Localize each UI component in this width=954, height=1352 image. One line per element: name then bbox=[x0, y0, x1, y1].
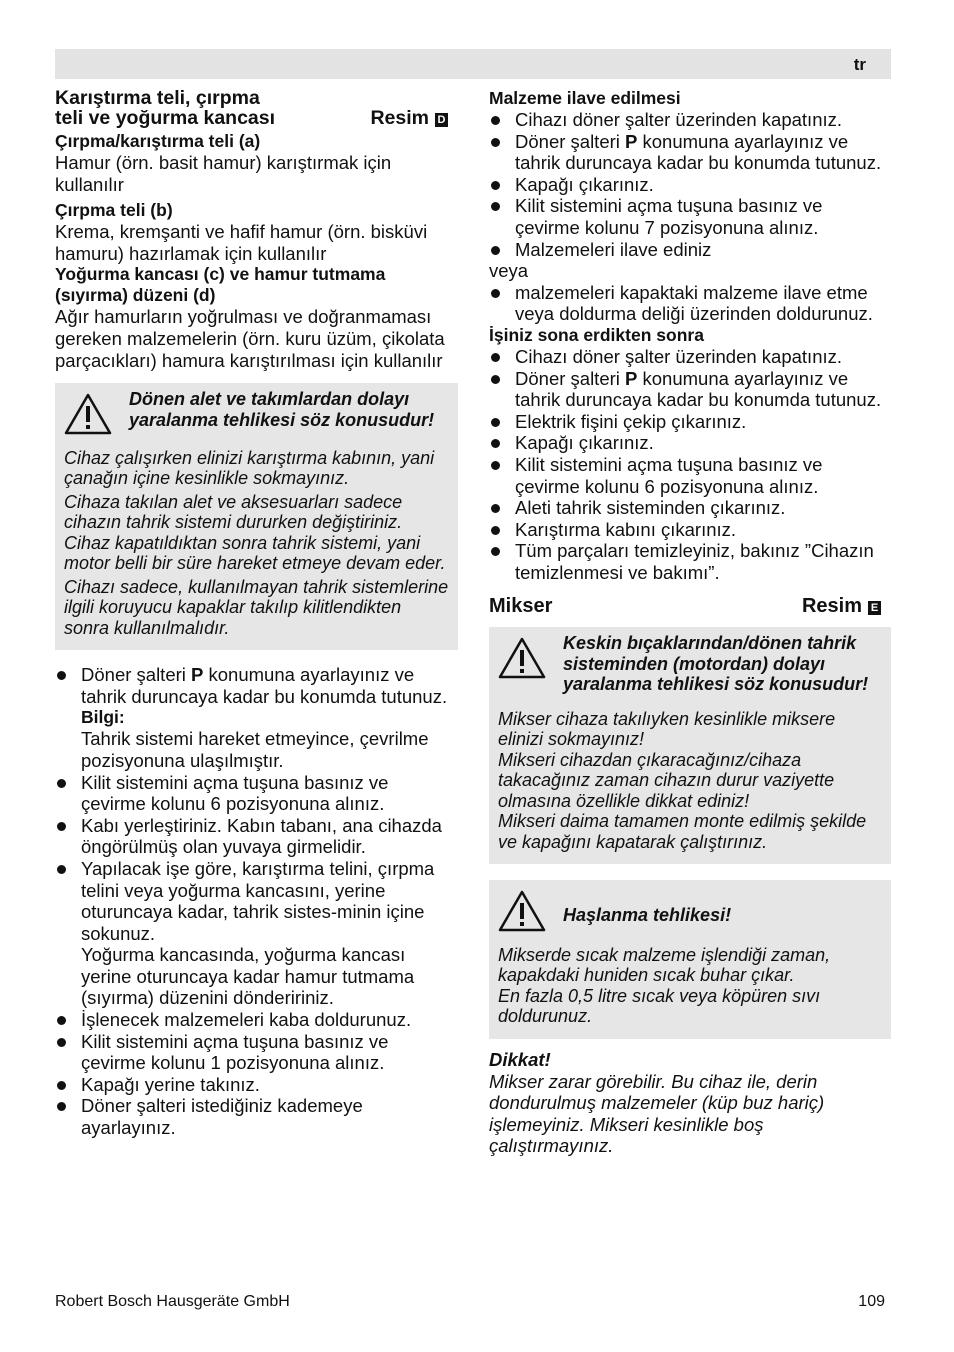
page-number: 109 bbox=[858, 1293, 885, 1310]
list-item: Elektrik fişini çekip çıkarınız. bbox=[489, 411, 891, 433]
list-item: Kabı yerleştiriniz. Kabın tabanı, ana cihazda öngörülmüş olan yuvaya girmelidir. bbox=[55, 815, 458, 858]
list-item: Kapağı çıkarınız. bbox=[489, 174, 891, 196]
list-item: Kapağı yerine takınız. bbox=[55, 1074, 458, 1096]
list-item: Yapılacak işe göre, karıştırma telini, çırpma telini veya yoğurma kancasını, yerine oturuncaya kadar, tahrik sistes-minin içine sokunuz. Yoğurma kancasında, yoğurma kancası yerine oturuncaya kadar hamur tutmama (sıyırma) düzenini döndeririniz. bbox=[55, 858, 458, 1009]
warning-text-4: Cihazı sadece, kullanılmayan tahrik sistemlerine ilgili koruyucu kapaklar takılıp kilitlendikten sonra kullanılmalıdır. bbox=[64, 576, 449, 638]
list-item: Kilit sistemini açma tuşuna basınız ve çevirme kolunu 6 pozisyonuna alınız. bbox=[55, 772, 458, 815]
warning-text-3: Mikseri daima tamamen monte edilmiş şekilde ve kapağını kapatarak çalıştırınız. bbox=[498, 811, 867, 852]
figure-label: Resim bbox=[801, 595, 862, 618]
list-item: Aleti tahrik sisteminden çıkarınız. bbox=[489, 497, 891, 519]
warning-text-3: Cihaz kapatıldıktan sonra tahrik sistemi, yani motor belli bir süre hareket etmeye devam eder. bbox=[64, 532, 446, 574]
list-item: Kilit sistemini açma tuşuna basınız ve çevirme kolunu 6 pozisyonuna alınız. bbox=[489, 454, 891, 497]
figure-label: Resim bbox=[370, 107, 429, 129]
warning-text-2: Mikseri cihazdan çıkaracağınız/cihaza takacağınız zaman cihazın durur vaziyette olmasına özellikle dikkat ediniz! bbox=[498, 749, 835, 811]
list-item: Kapağı çıkarınız. bbox=[489, 432, 891, 454]
info-heading: Bilgi: bbox=[81, 707, 125, 728]
warning-triangle-icon bbox=[498, 886, 553, 937]
header-bar bbox=[55, 49, 891, 79]
list-item: Cihazı döner şalter üzerinden kapatınız. bbox=[489, 346, 891, 368]
list-item: Döner şalteri istediğiniz kademeye ayarlayınız. bbox=[55, 1095, 458, 1138]
language-code: tr bbox=[853, 55, 866, 74]
warning-triangle-icon bbox=[498, 633, 553, 684]
warning-text-1: Mikser cihaza takılıyken kesinlikle miksere elinizi sokmayınız! bbox=[498, 708, 836, 750]
subheading-adding-ingredients: Malzeme ilave edilmesi bbox=[489, 88, 681, 108]
list-item: Karıştırma kabını çıkarınız. bbox=[489, 519, 891, 541]
text-whisk-a: Hamur (örn. basit hamur) karıştırmak için kullanılır bbox=[55, 152, 392, 195]
list-item: malzemeleri kapaktaki malzeme ilave etme veya doldurma deliği üzerinden doldurunuz. bbox=[489, 282, 891, 325]
list-item: Kilit sistemini açma tuşuna basınız ve çevirme kolunu 7 pozisyonuna alınız. bbox=[489, 195, 891, 238]
warning-text-1: Cihaz çalışırken elinizi karıştırma kabının, yani çanağın içine kesinlikle sokmayınız. bbox=[64, 447, 435, 489]
section-title-mixer bbox=[489, 595, 891, 617]
text-kneading-hook: Ağır hamurların yoğrulması ve doğranmaması gereken malzemelerin (örn. kuru üzüm, çikolata parçacıkları) hamura karıştırılması için kullanılır bbox=[55, 306, 445, 371]
left-column bbox=[55, 88, 458, 1139]
subheading-whisk-a: Çırpma/karıştırma teli (a) bbox=[55, 131, 261, 151]
title-line-2: teli ve yoğurma kancası bbox=[55, 107, 276, 129]
subheading-kneading-hook: Yoğurma kancası (c) ve hamur tutmama (sıyırma) düzeni (d) bbox=[55, 264, 386, 306]
warning-headline: Dönen alet ve takımlardan dolayı yaralanma tehlikesi söz konusudur! bbox=[129, 389, 435, 430]
list-item: Cihazı döner şalter üzerinden kapatınız. bbox=[489, 109, 891, 131]
warning-text-1: Mikserde sıcak malzeme işlendiği zaman, kapakdaki huniden sıcak buhar çıkar. bbox=[498, 944, 831, 986]
caution-text: Mikser zarar görebilir. Bu cihaz ile, derin dondurulmuş malzemeler (küp buz hariç) işlemeyiniz. Mikseri kesinlikle boş çalıştırmayınız. bbox=[489, 1070, 825, 1157]
footer-company: Robert Bosch Hausgeräte GmbH bbox=[55, 1293, 290, 1310]
warning-text-2: En fazla 0,5 litre sıcak veya köpüren sıvı doldurunuz. bbox=[498, 985, 821, 1027]
list-item: Döner şalteri P konumuna ayarlayınız ve tahrik duruncaya kadar bu konumda tutunuz. bbox=[489, 368, 891, 411]
warning-box-scalding bbox=[489, 880, 891, 1039]
figure-letter-badge: E bbox=[868, 601, 881, 615]
warning-box-rotating-tools bbox=[55, 383, 458, 650]
info-text: Tahrik sistemi hareket etmeyince, çevrilme pozisyonuna ulaşılmıştır. bbox=[81, 728, 429, 771]
instruction-list-adding bbox=[489, 109, 891, 260]
right-column bbox=[489, 88, 891, 1157]
title-line-1: Karıştırma teli, çırpma bbox=[55, 87, 260, 109]
mixer-title: Mikser bbox=[489, 595, 553, 618]
section-title-whisk bbox=[55, 88, 458, 128]
figure-letter-badge: D bbox=[435, 113, 448, 127]
list-item-extra: Yoğurma kancasında, yoğurma kancası yerine oturuncaya kadar hamur tutmama (sıyırma) düzenini döndeririniz. bbox=[81, 944, 415, 1009]
subheading-after-finishing: İşiniz sona erdikten sonra bbox=[489, 324, 704, 345]
list-item: Kilit sistemini açma tuşuna basınız ve çevirme kolunu 1 pozisyonuna alınız. bbox=[55, 1031, 458, 1074]
instruction-list-adding-alt bbox=[489, 282, 891, 325]
caution-heading: Dikkat! bbox=[489, 1048, 551, 1070]
warning-headline: Keskin bıçaklarından/dönen tahrik sisteminden (motordan) dolayı yaralanma tehlikesi söz konusudur! bbox=[563, 633, 869, 695]
or-text: veya bbox=[489, 260, 529, 282]
instruction-list-left bbox=[55, 664, 458, 1138]
text-whisk-b: Krema, kremşanti ve hafif hamur (örn. bisküvi hamuru) hazırlamak için kullanılır bbox=[55, 221, 428, 264]
list-item: Malzemeleri ilave ediniz bbox=[489, 239, 891, 261]
list-item: Döner şalteri P konumuna ayarlayınız ve tahrik duruncaya kadar bu konumda tutunuz. Bilgi: Tahrik sistemi hareket etmeyince, çevrilme pozisyonuna ulaşılmıştır. bbox=[55, 664, 458, 771]
warning-text-2: Cihaza takılan alet ve aksesuarları sadece cihazın tahrik sistemi dururken değiştiriniz. bbox=[64, 491, 403, 533]
warning-headline: Haşlanma tehlikesi! bbox=[563, 905, 732, 926]
list-item: Döner şalteri P konumuna ayarlayınız ve tahrik duruncaya kadar bu konumda tutunuz. bbox=[489, 131, 891, 174]
list-item: İşlenecek malzemeleri kaba doldurunuz. bbox=[55, 1009, 458, 1031]
list-item: Tüm parçaları temizleyiniz, bakınız ”Cihazın temizlenmesi ve bakımı”. bbox=[489, 540, 891, 583]
warning-triangle-icon bbox=[64, 389, 119, 440]
instruction-list-after bbox=[489, 346, 891, 584]
warning-box-blades bbox=[489, 627, 891, 864]
subheading-whisk-b: Çırpma teli (b) bbox=[55, 200, 173, 221]
